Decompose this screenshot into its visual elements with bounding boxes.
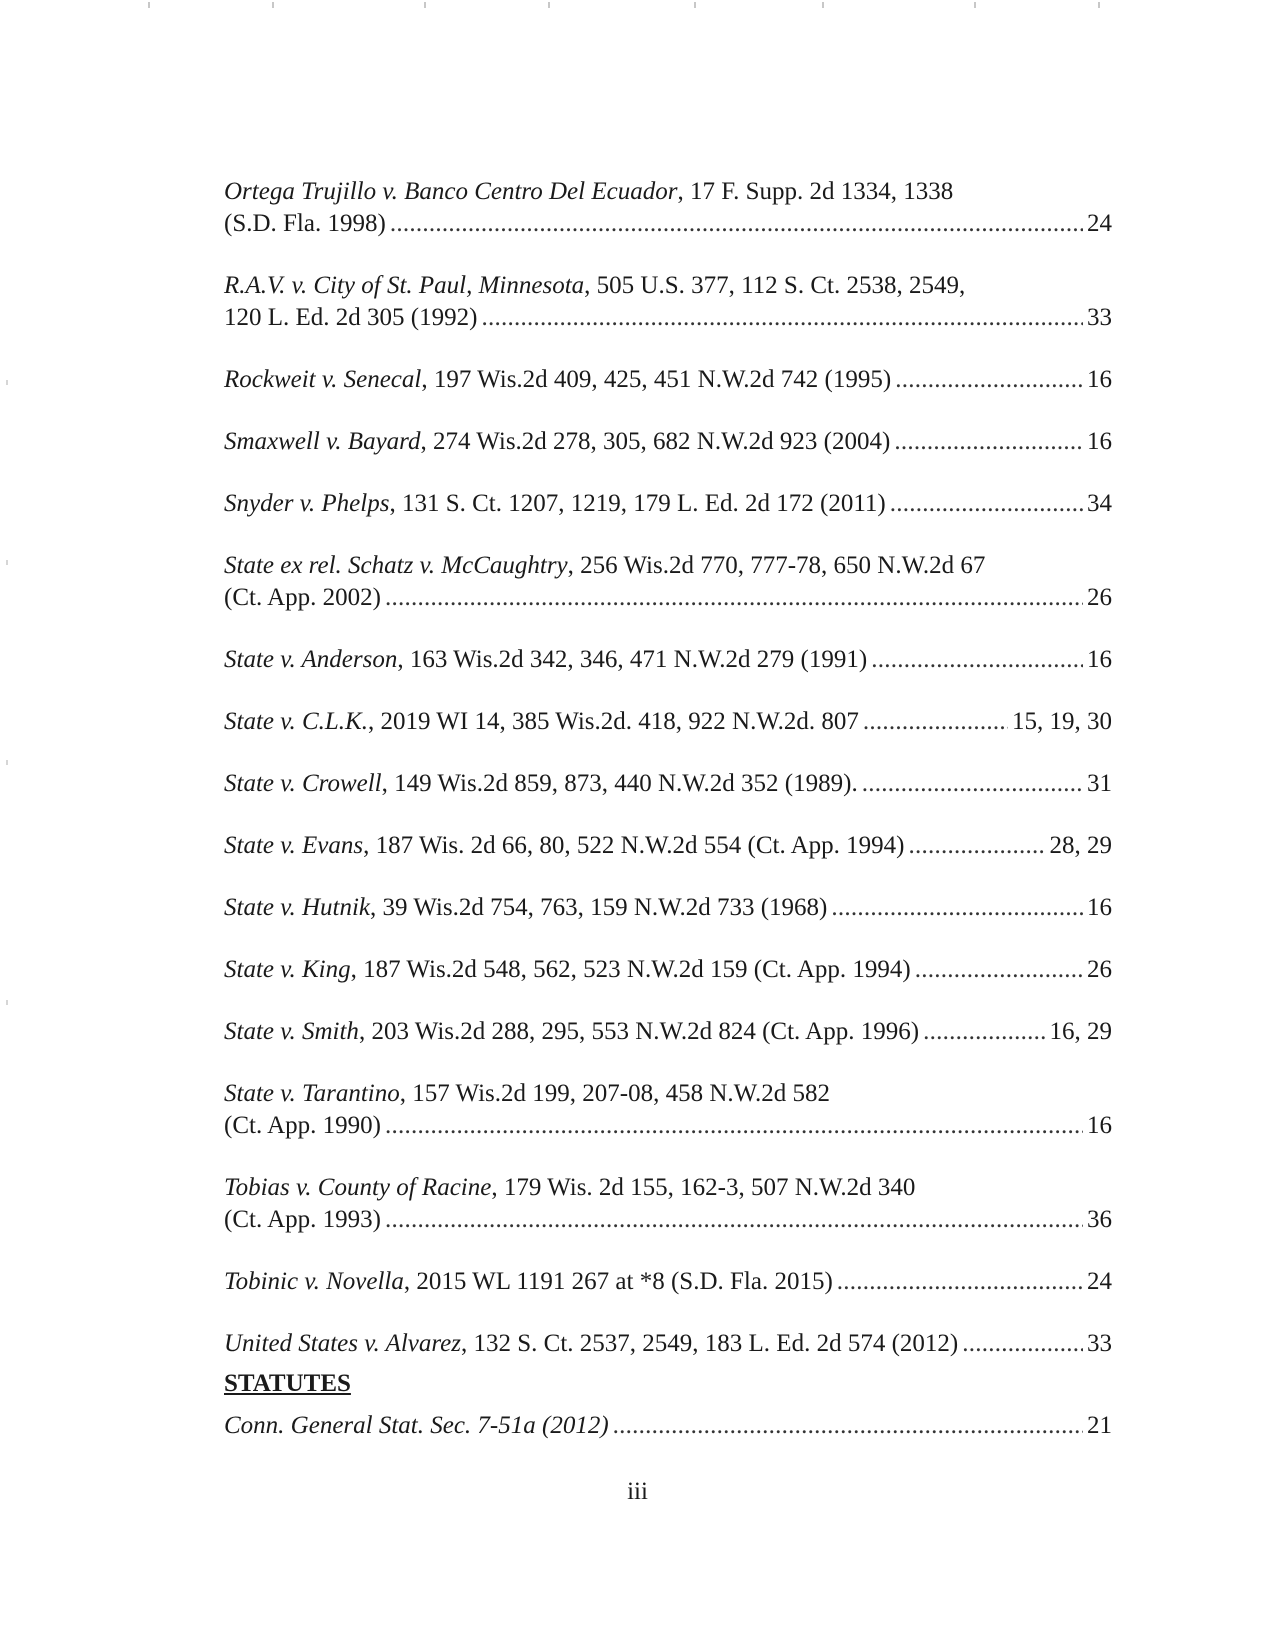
- citation: , 2019 WI 14, 385 Wis.2d. 418, 922 N.W.2d. 807: [367, 708, 859, 735]
- case-name: State v. Smith: [224, 1018, 359, 1045]
- dot-leader: [871, 644, 1083, 676]
- citation: , 256 Wis.2d 770, 777-78, 650 N.W.2d 67: [567, 552, 986, 579]
- scan-artifact: [6, 560, 8, 565]
- dot-leader: [915, 954, 1083, 986]
- citation: , 505 U.S. 377, 112 S. Ct. 2538, 2549,: [584, 272, 966, 299]
- page-reference: 28, 29: [1049, 832, 1112, 859]
- authority-entry: [224, 1078, 1112, 1142]
- citation: , 163 Wis.2d 342, 346, 471 N.W.2d 279 (1991): [397, 646, 868, 673]
- citation: , 149 Wis.2d 859, 873, 440 N.W.2d 352 (1989).: [381, 770, 858, 797]
- dot-leader: [923, 1016, 1045, 1048]
- authority-entry: [224, 550, 1112, 614]
- page-reference: 26: [1087, 956, 1112, 983]
- dot-leader: [890, 488, 1083, 520]
- citation: , 187 Wis.2d 548, 562, 523 N.W.2d 159 (Ct. App. 1994): [350, 956, 911, 983]
- citation: , 2015 WL 1191 267 at *8 (S.D. Fla. 2015): [403, 1268, 833, 1295]
- page-reference: 16, 29: [1049, 1018, 1112, 1045]
- page-reference: 24: [1087, 210, 1112, 237]
- case-name: State v. King: [224, 956, 351, 983]
- dot-leader: [831, 892, 1083, 924]
- case-name: R.A.V. v. City of St. Paul, Minnesota: [224, 272, 585, 299]
- authority-entry: [224, 426, 1112, 458]
- dot-leader: [962, 1328, 1083, 1360]
- case-name: Smaxwell v. Bayard: [224, 428, 421, 455]
- citation: (Ct. App. 1990): [224, 1112, 381, 1139]
- citation: , 274 Wis.2d 278, 305, 682 N.W.2d 923 (2004): [420, 428, 891, 455]
- authority-entry: [224, 176, 1112, 240]
- page-reference: 31: [1087, 770, 1112, 797]
- authority-entry: [224, 830, 1112, 862]
- citation: , 17 F. Supp. 2d 1334, 1338: [677, 178, 954, 205]
- dot-leader: [863, 706, 1008, 738]
- case-name: United States v. Alvarez: [224, 1330, 461, 1357]
- citation: 120 L. Ed. 2d 305 (1992): [224, 304, 478, 331]
- authority-entry: [224, 1172, 1112, 1236]
- dot-leader: [385, 582, 1083, 614]
- case-name: Snyder v. Phelps: [224, 490, 390, 517]
- authority-entry: [224, 706, 1112, 738]
- dot-leader: [837, 1266, 1083, 1298]
- page-reference: 21: [1087, 1412, 1112, 1439]
- citation: , 131 S. Ct. 1207, 1219, 179 L. Ed. 2d 172 (2011): [389, 490, 886, 517]
- authority-entry: [224, 954, 1112, 986]
- dot-leader: [613, 1410, 1083, 1442]
- authority-entry: [224, 270, 1112, 334]
- statutes-heading: STATUTES: [224, 1370, 351, 1397]
- page-reference: 34: [1087, 490, 1112, 517]
- authority-entry: [224, 892, 1112, 924]
- citation: (Ct. App. 1993): [224, 1206, 381, 1233]
- scan-artifact: [548, 2, 550, 8]
- case-name: State v. Hutnik: [224, 894, 371, 921]
- page-reference: 24: [1087, 1268, 1112, 1295]
- statute-entry: [224, 1410, 1112, 1442]
- page-reference: 26: [1087, 584, 1112, 611]
- page-reference: 36: [1087, 1206, 1112, 1233]
- case-name: Tobias v. County of Racine: [224, 1174, 492, 1201]
- case-name: Tobinic v. Novella: [224, 1268, 404, 1295]
- page-reference: 16: [1087, 894, 1112, 921]
- scan-artifact: [6, 380, 8, 385]
- page-reference: 16: [1087, 646, 1112, 673]
- scan-artifact: [822, 2, 824, 8]
- dot-leader: [481, 302, 1083, 334]
- scan-artifact: [694, 2, 696, 8]
- page-reference: 33: [1087, 304, 1112, 331]
- page-reference: 33: [1087, 1330, 1112, 1357]
- dot-leader: [895, 364, 1083, 396]
- dot-leader: [908, 830, 1045, 862]
- citation: (S.D. Fla. 1998): [224, 210, 386, 237]
- case-name: State v. Evans: [224, 832, 364, 859]
- scan-artifact: [1098, 2, 1100, 8]
- citation: , 39 Wis.2d 754, 763, 159 N.W.2d 733 (1968): [370, 894, 828, 921]
- citation: (Ct. App. 2002): [224, 584, 381, 611]
- dot-leader: [385, 1110, 1083, 1142]
- case-name: Rockweit v. Senecal: [224, 366, 422, 393]
- scan-artifact: [974, 2, 976, 8]
- case-name: State v. Tarantino: [224, 1080, 400, 1107]
- page-reference: 16: [1087, 1112, 1112, 1139]
- page-reference: 16: [1087, 428, 1112, 455]
- scan-artifact: [6, 1000, 8, 1005]
- dot-leader: [385, 1204, 1083, 1236]
- case-name: State ex rel. Schatz v. McCaughtry: [224, 552, 568, 579]
- authority-entry: [224, 364, 1112, 396]
- scan-artifact: [272, 2, 274, 8]
- citation: , 132 S. Ct. 2537, 2549, 183 L. Ed. 2d 574 (2012): [461, 1330, 959, 1357]
- citation: , 179 Wis. 2d 155, 162-3, 507 N.W.2d 340: [491, 1174, 916, 1201]
- statute-citation: Conn. General Stat. Sec. 7-51a (2012): [224, 1412, 609, 1439]
- dot-leader: [390, 208, 1083, 240]
- table-of-authorities: [224, 176, 1112, 1442]
- authority-entry: [224, 1016, 1112, 1048]
- citation: , 197 Wis.2d 409, 425, 451 N.W.2d 742 (1995): [421, 366, 892, 393]
- case-name: Ortega Trujillo v. Banco Centro Del Ecuador: [224, 178, 678, 205]
- authority-entry: [224, 1328, 1112, 1360]
- page-number: iii: [627, 1478, 648, 1505]
- case-name: State v. C.L.K.: [224, 708, 368, 735]
- authority-entry: [224, 768, 1112, 800]
- authority-entry: [224, 644, 1112, 676]
- page-reference: 16: [1087, 366, 1112, 393]
- authority-entry: [224, 488, 1112, 520]
- authority-entry: [224, 1266, 1112, 1298]
- case-name: State v. Anderson: [224, 646, 398, 673]
- dot-leader: [894, 426, 1083, 458]
- citation: , 203 Wis.2d 288, 295, 553 N.W.2d 824 (Ct. App. 1996): [358, 1018, 920, 1045]
- citation: , 187 Wis. 2d 66, 80, 522 N.W.2d 554 (Ct. App. 1994): [363, 832, 905, 859]
- case-name: State v. Crowell: [224, 770, 382, 797]
- page-reference: 15, 19, 30: [1012, 708, 1112, 735]
- scan-artifact: [148, 2, 150, 8]
- dot-leader: [862, 768, 1083, 800]
- scan-artifact: [6, 760, 8, 765]
- citation: , 157 Wis.2d 199, 207-08, 458 N.W.2d 582: [399, 1080, 830, 1107]
- scan-artifact: [424, 2, 426, 8]
